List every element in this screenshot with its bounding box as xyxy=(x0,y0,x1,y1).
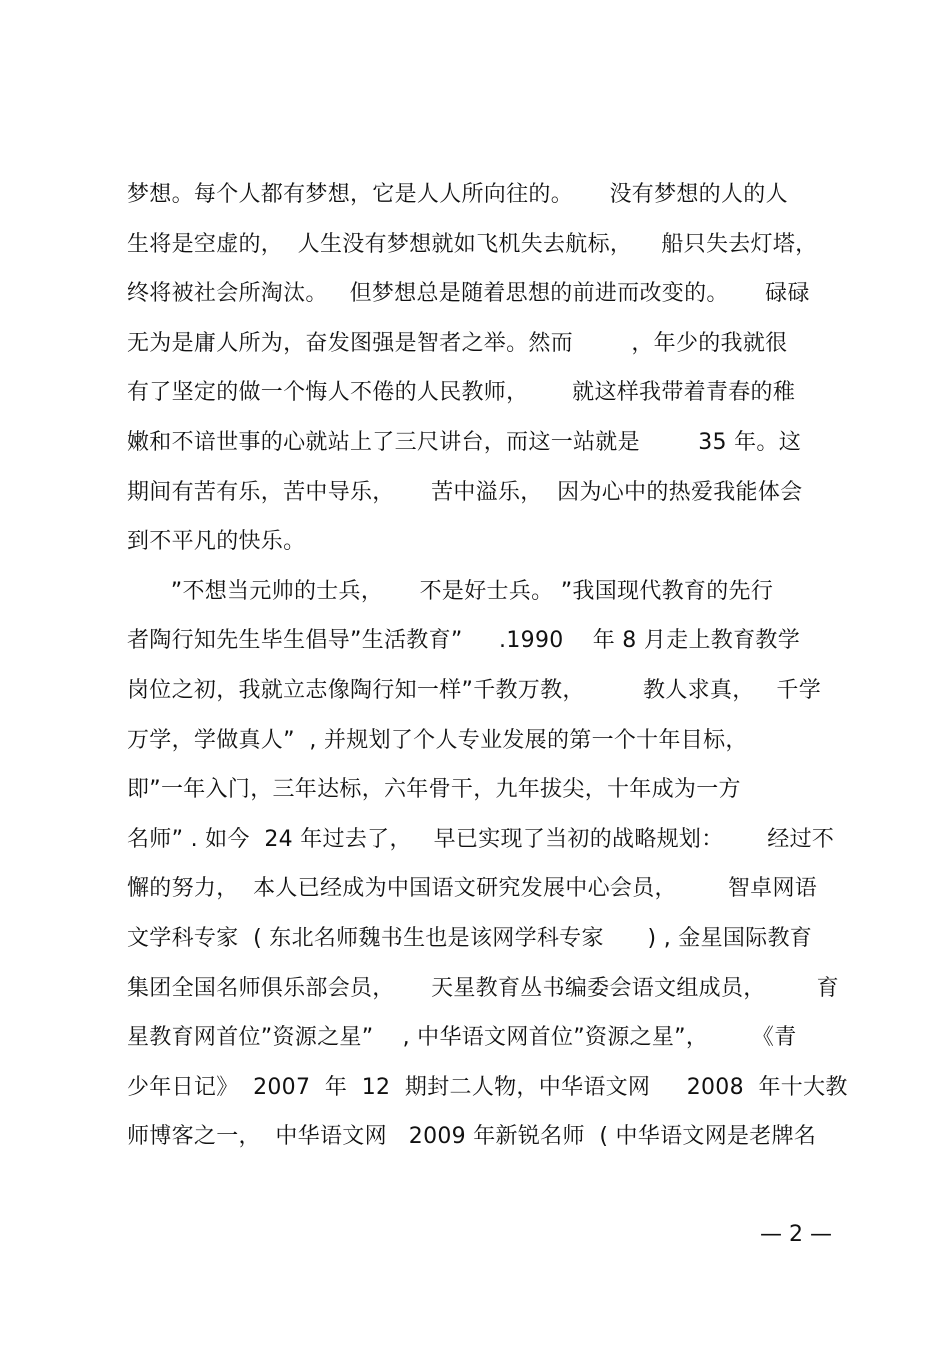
text-line: 岗位之初，我就立志像陶行知一样”千教万教， 教人求真， 千学 xyxy=(127,677,822,703)
text-line: 嫩和不谙世事的心就站上了三尺讲台，而这一站就是 35 年。这 xyxy=(127,429,802,455)
text-line: ”不想当元帅的士兵， 不是好士兵。 ”我国现代教育的先行 xyxy=(127,578,774,604)
body-text xyxy=(127,170,848,1162)
text-line: 无为是庸人所为，奋发图强是智者之举。然而 ，年少的我就很 xyxy=(127,330,788,356)
text-line: 名师” . 如今 24 年过去了， 早已实现了当初的战略规划： 经过不 xyxy=(127,826,835,852)
text-line: 文学科专家 ( 东北名师魏书生也是该网学科专家 ) , 金星国际教育 xyxy=(127,925,813,951)
text-line: 终将被社会所淘汰。 但梦想总是随着思想的前进而改变的。 碌碌 xyxy=(127,281,810,307)
text-line: 期间有苦有乐，苦中导乐， 苦中溢乐， 因为心中的热爱我能体会 xyxy=(127,479,803,505)
text-line: 万学，学做真人” , 并规划了个人专业发展的第一个十年目标， xyxy=(127,727,748,753)
text-line: 师博客之一， 中华语文网 2009 年新锐名师 ( 中华语文网是老牌名 xyxy=(127,1124,817,1150)
text-line: 生将是空虚的， 人生没有梦想就如飞机失去航标， 船只失去灯塔， xyxy=(127,231,818,257)
text-line: 梦想。每个人都有梦想，它是人人所向往的。 没有梦想的人的人 xyxy=(127,182,788,207)
text-line: 有了坚定的做一个悔人不倦的人民教师， 就这样我带着青春的稚 xyxy=(127,380,796,406)
text-line: 星教育网首位”资源之星” , 中华语文网首位”资源之星”， 《青 xyxy=(127,1025,797,1051)
text-line: 集团全国名师俱乐部会员， 天星教育丛书编委会语文组成员， 育 xyxy=(127,975,839,1001)
text-line: 少年日记》 2007 年 12 期封二人物，中华语文网 2008 年十大教 xyxy=(127,1074,848,1100)
text-line: 者陶行知先生毕生倡导”生活教育” .1990 年 8 月走上教育教学 xyxy=(127,628,800,654)
page-number: — 2 — xyxy=(760,1222,832,1247)
text-line: 即”一年入门，三年达标，六年骨干，九年拔尖，十年成为一方 xyxy=(127,777,741,803)
text-line: 到不平凡的快乐。 xyxy=(127,529,306,555)
text-line: 懈的努力， 本人已经成为中国语文研究发展中心会员， 智卓网语 xyxy=(127,876,818,902)
